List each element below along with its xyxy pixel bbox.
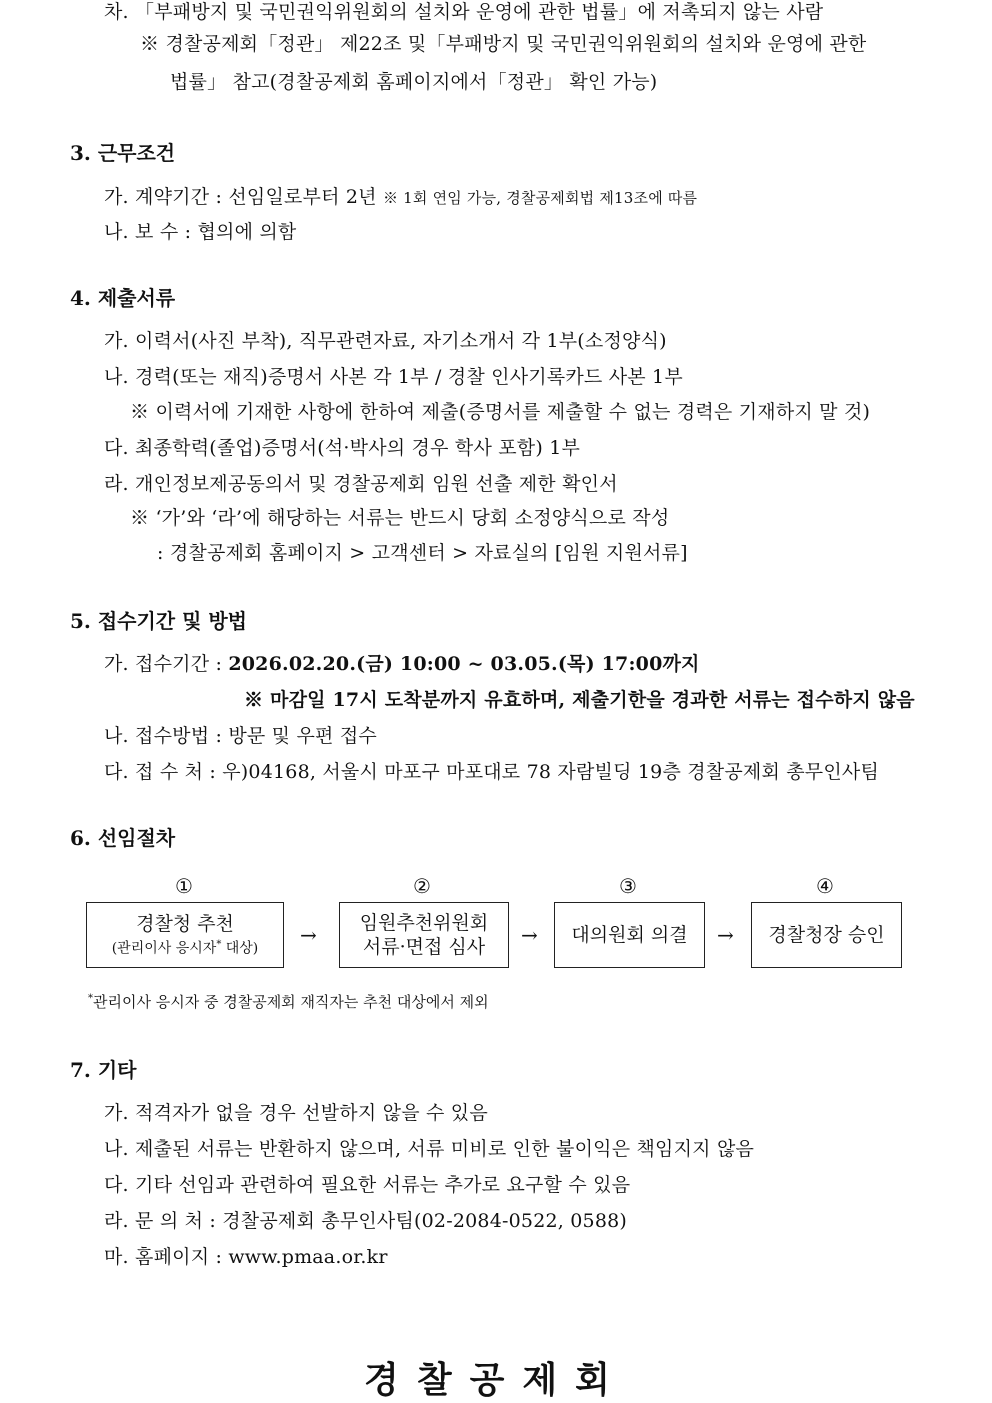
step-2-title: 임원추천위원회 — [359, 912, 489, 934]
section-5-title: 5. 접수기간 및 방법 — [70, 609, 248, 633]
step-1-subtitle: (관리이사 응시자* 대상) — [111, 939, 259, 957]
step-1-box — [86, 902, 284, 968]
section-3-title: 3. 근무조건 — [70, 141, 176, 165]
step-4-title: 경찰청장 승인 — [768, 924, 885, 946]
eligibility-note-cont: 법률」 참고(경찰공제회 홈페이지에서「정관」 확인 가능) — [170, 71, 658, 93]
doc-item-na: 나. 경력(또는 재직)증명서 사본 각 1부 / 경찰 인사기록카드 사본 1부 — [104, 366, 683, 388]
salary: 나. 보 수 : 협의에 의함 — [104, 221, 297, 243]
misc-item-ga: 가. 적격자가 없을 경우 선발하지 않을 수 있음 — [104, 1102, 488, 1124]
misc-item-na: 나. 제출된 서류는 반환하지 않으며, 서류 미비로 인한 불이익은 책임지지 않음 — [104, 1138, 755, 1160]
step-4-number: ④ — [816, 874, 834, 898]
reception-period — [104, 652, 700, 676]
reception-address: 다. 접 수 처 : 우)04168, 서울시 마포구 마포대로 78 자람빌딩 19층 경찰공제회 총무인사팀 — [104, 761, 880, 783]
step-3-title: 대의원회 의결 — [571, 924, 688, 946]
misc-item-da: 다. 기타 선임과 관련하여 필요한 서류는 추가로 요구할 수 있음 — [104, 1174, 631, 1196]
eligibility-item-cha: 차. 「부패방지 및 국민권익위원회의 설치와 운영에 관한 법률」에 저촉되지 않는 사람 — [104, 1, 824, 23]
arrow-right-icon: → — [521, 923, 538, 947]
step-3-box — [554, 902, 705, 968]
step-1-title: 경찰청 추천 — [136, 913, 234, 936]
misc-item-ra: 라. 문 의 처 : 경찰공제회 총무인사팀(02-2084-0522, 0588) — [104, 1210, 628, 1232]
arrow-right-icon: → — [717, 923, 734, 947]
section-7-title: 7. 기타 — [70, 1058, 137, 1082]
step-3-number: ③ — [619, 874, 637, 898]
step-4-box — [751, 902, 902, 968]
footnote-text: 관리이사 응시자 중 경찰공제회 재직자는 추천 대상에서 제외 — [93, 993, 489, 1011]
reception-period-value: 2026.02.20.(금) 10:00 ~ 03.05.(목) 17:00까지 — [228, 653, 700, 675]
step-1-footnote-mark: * — [216, 939, 222, 951]
arrow-right-icon: → — [300, 923, 317, 947]
step-2-number: ② — [413, 874, 431, 898]
doc-item-ra: 라. 개인정보제공동의서 및 경찰공제회 임원 선출 제한 확인서 — [104, 473, 618, 495]
organization-name: 경찰공제회 — [364, 1359, 628, 1401]
contract-period — [104, 185, 697, 210]
eligibility-note: ※ 경찰공제회「정관」 제22조 및「부패방지 및 국민권익위원회의 설치와 운영에 관한 — [140, 33, 867, 55]
step-1-number: ① — [175, 874, 193, 898]
doc-item-na-note: ※ 이력서에 기재한 사항에 한하여 제출(증명서를 제출할 수 없는 경력은 기재하지 말 것) — [130, 401, 871, 423]
reception-deadline-note: ※ 마감일 17시 도착분까지 유효하며, 제출기한을 경과한 서류는 접수하지 않음 — [244, 689, 915, 711]
section-6-title: 6. 선임절차 — [70, 826, 176, 850]
step-2-subtitle: 서류·면접 심사 — [362, 936, 486, 958]
doc-item-ra-path: : 경찰공제회 홈페이지 > 고객센터 > 자료실의 [임원 지원서류] — [157, 542, 688, 564]
section-4-title: 4. 제출서류 — [70, 286, 176, 310]
reception-method: 나. 접수방법 : 방문 및 우편 접수 — [104, 725, 377, 747]
contract-period-text: 가. 계약기간 : 선임일로부터 2년 — [104, 186, 377, 208]
contract-period-note: ※ 1회 연임 가능, 경찰공제회법 제13조에 따름 — [383, 189, 698, 207]
doc-item-da: 다. 최종학력(졸업)증명서(석·박사의 경우 학사 포함) 1부 — [104, 437, 581, 459]
step-2-box — [339, 902, 509, 968]
footnote-mark: * — [88, 993, 93, 1004]
doc-item-ga: 가. 이력서(사진 부착), 직무관련자료, 자기소개서 각 1부(소정양식) — [104, 330, 667, 352]
procedure-footnote — [88, 989, 489, 1012]
doc-item-ra-note: ※ ‘가’와 ‘라’에 해당하는 서류는 반드시 당회 소정양식으로 작성 — [130, 507, 670, 529]
reception-period-label: 가. 접수기간 : — [104, 653, 229, 675]
misc-item-ma: 마. 홈페이지 : www.pmaa.or.kr — [104, 1246, 388, 1268]
